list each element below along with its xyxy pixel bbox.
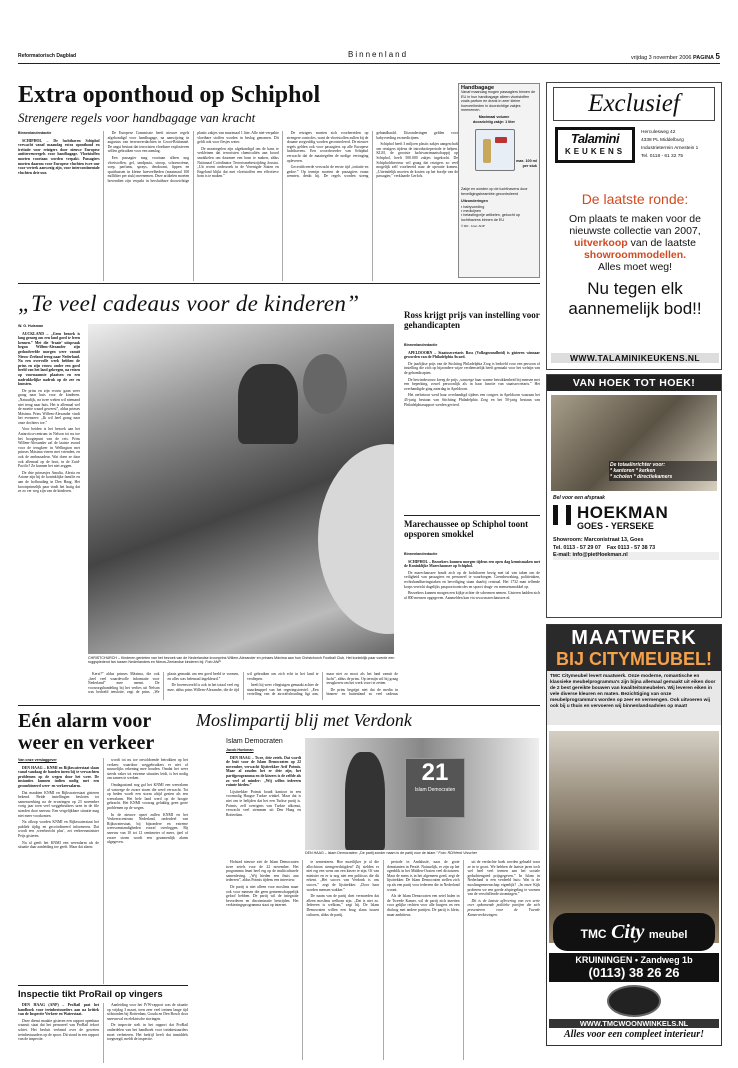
headline-cadeaus: „Te veel cadeaus voor de kinderen” xyxy=(18,291,360,316)
bag-illustration: Maximaal volume doorzichtig zakje: 1 liter max. 100 ml per stuk xyxy=(461,115,537,185)
article-alarm: Van onze verslaggever DEN HAAG – KNMI en Rijkswaterstaat slaan vanaf vandaag de handen ineen bij te verwachten problemen op de wegen door het weer. De instanties kunnen indien nodig met een gecombineerd weer- en verkeersalarm. Dat maakten KNMI en Rijkswaterstaat gisteren bekend. Beide instellingen besloten tot samenwerking na de ervaringen op 23 november vorig jaar toen veel weggebruikers uren in de file stonden door sneeuw. Een vergelijkbare situatie mag niet meer voorkomen. Na afloop worden KNMI en Rijkswaterstaat het publiek tijdig en gecoördineerd informeren. Dat wordt een ‚weerbericht plus’, zei verkeersminister Peijs gisteren. Nu al geeft het KNMI een weeralarm als de situatie daar aanleiding toe geeft. Maar dat alarm wordt tot nu toe onvoldoende betrokken op het verkeer, waardoor weggebruikers er niet of nauwelijks rekening mee houden. Omdat het weer steeds vaker tot extreme situaties leidt, is het nodig om samen te werken. Omdagaaiond nog gaf het KNMI een weeralarm af vanwege de zware storm die werd verwacht. Tot op heden wordt een storm altijd gezien als een weeralarm. Het hele land werd op de hoogte gebracht. Het KNMI voorzag gelukkig geen grote problemen op de wegen. In de nieuwe opzet zullen KNMI en het Verkeerscentrum Nederland, onderdeel van Rijkswaterstaat, bij bijzondere en extreme weersomstandigheden vooraf overleggen. Bij sneeuw van 10 tot 12 centimeter of meer, ijzel of zware storm wordt een gezamenlijk alarm afgegeven. xyxy=(18,758,188,850)
talamini-logo: Talamini KEUKENS xyxy=(555,127,635,163)
article-prorail: DEN HAAG (ANP) – ProRail past het handboek voor treinbestuurders aan na kritiek van de Inspectie Verkeer en Waterstaat. Deze dienst maakte gisteren een rapport openbaar waaruit staat dat het personeel van ProRail tekort schiet. Het besluit verlamd over de geweten treinbestuurders op de spoor. Dit stond in een rapport van de inspectie. Aanleiding voor het IVW-rapport was de situatie op vrijdag 3 maart, toen zeer veel treinen lange tijd stilstonden bij Rotterdam, Gouda en Den Bosch door sneeuwval en elektrische storingen. De inspectie stelt in het rapport dat ProRail onderdelen van het handboek voor treinbestuurders moet verbeteren. Het bedrijf heeft dat inmiddels toegezegd, meldt de inspectie. xyxy=(18,1003,188,1042)
citymeubel-banner: MAATWERK BIJ CITYMEUBEL! xyxy=(547,625,721,671)
tmc-badge-icon xyxy=(607,985,661,1017)
handbagage-infobox: Handbagage Vanaf maandag mogen passagiers binnen de EU in hun handbagage alleen vloeistoffen zoals parfum en drank in zeer kleine hoeveelheden in doorzichtige zakjes meenemen. Maximaal volume doorzichtig zakje: 1 liter max. 100 ml per stuk Zakje en worden op de luchthavens door beveiligingsbeambte gecontroleerd Uitzonderingen ▪ babyvoeding ▪ medicijnen ▪ belastingvrije artikelen, gekocht op luchthavens binnen de EU © RD · bron: ANP xyxy=(458,83,540,278)
talamini-address: Herculesweg 42 4338 PL Middelburg Industrieterrein Arnestein 1 Tel. 0118 - 61 32 75 xyxy=(641,130,699,159)
article-cadeaus-left: W. G. Huisman AUCKLAND – „Geen bezoek is lang genoeg om een land goed te leren kennen.” Met die ‘fraaie’ uitspraak begon Willem-Alexander zijn gedoodverfde morgen weer vanuit Nieuw-Zeeland terug naar Nederland. Na een overvolle week hebben de prins en zijn vrouw onder een goed beeld van het land gekregen, na reizen op voornaamste plaatsen en een nadrukkelijke nadruk op de zee en kunsten. De prins en zijn vrouw gaan weer graag naar huis voor de kinderen. „Natuurlijk, na twee weken wil niemand niet terug naar huis. Het is allemaal wel de moeite waard geweest”, aldus prinses Máxima. Prins Willem-Alexander vindt het evenzeer: „Ik wil heel graag naar onze dochters toe.” Voor beiden is het bezoek aan het Antarctica-centrum in Nelson tot nu toe het hoogtepunt van de reis. Prins Willem-Alexander zal de laatste avond voor de terugkeer in Wellington met prinses Máxima vieren met vrienden, en ook de ambassadeur. Wat doen ze daar ook allemaal op de boot, in de Zuid-Pacific? Ze kunnen het niet zeggen. De drie prinsesjes Amalia, Alexia en Ariane zijn bij de koninklijke familie en aan de hofhouding in Den Haag. Het kroonprinselijk paar vindt het lastig dat ze zo ver weg zijn van de kinderen. xyxy=(18,324,80,494)
ad-talamini xyxy=(546,82,722,370)
baby-bottle-icon: ▪ xyxy=(461,204,464,209)
photo-child xyxy=(318,444,394,634)
subhead-schiphol: Strengere regels voor handbagage van kracht xyxy=(18,110,256,125)
header-section: Binnenland xyxy=(348,50,409,59)
citymeubel-url: WWW.TMCWOONWINKELS.NL xyxy=(549,1019,719,1028)
headline-ross-real: Ross krijgt prijs van instelling voor gehandicapten xyxy=(404,310,540,330)
laatste-ronde-text: Om plaats te maken voor de nieuwste collectie van 2007, uitverkoop van de laatste showroommodellen. Alles moet weg! xyxy=(569,213,701,273)
citymeubel-location: KRUININGEN • Zandweg 1b (0113) 38 26 26 xyxy=(549,953,719,982)
pill-icon: ▪ xyxy=(461,209,464,214)
tube-icon xyxy=(495,137,507,143)
ad-big-offer: Nu tegen elk aannemelijk bod!! xyxy=(568,279,702,318)
article-cadeaus-lower: Kerst?” aldus prinses Máxima, die ook „heel veel waardevolle informatie voor Nederland” mee neemt. De voorzorgshandeling bij het verlies uit Nelson was bedoeld tenslotte, zegt de prins. „We plaats gemaakt om een goed beeld te vormen, en alles was helemaal ingekleurd.” De bovenwereld is ook in het totaal veel erg mee, aldus prins Willem-Alexander, die de tijd wil gebruiken om zich echt in het land te verdiepen. heeft hij weer vliegtuigen gemaakt achter de stuurknuppel van het regeringstoestel. „Een vertelling van de aircraftshouding ligt aan, maar niet zo mooi als het land vanuit de lucht”, aldus de prins. Op termijn wil hij graag terugkeren om het werk voort te zetten. De prins begrijpt niet dat de media in binnen- en buitenland zo veel cadeaus xyxy=(88,672,398,697)
campaign-poster: 21 Islam Democraten xyxy=(405,758,465,818)
photo-figure-man xyxy=(345,752,385,850)
laatste-ronde-title: De laatste ronde: xyxy=(581,191,689,207)
hoekman-city: GOES - YERSEKE xyxy=(577,521,654,531)
article-ross: Binnenlandredactie APELDOORN – Staatssecretaris Ross (Volksgezondheid) is gisteren winnaar geworden van de Philadelphia Award. De jaarlijkse prijs van de Stichting Philadelphia Zorg is bedoeld voor een persoon of instelling die zich op bijzondere wijze verdienstelijk heeft gemaakt voor het welzijn van de gehandicapten. De bewindsvrouw kreeg de prijs „vanwege haar warme betrokkenheid bij mensen met een beperking, zowel persoonlijk als in haar functie van staatssecretaris.” Het overhandigde ging zaterdag in Apeldoorn. Het oerbetoon werd haar overhandigd tijdens een congres in Apeldoorn waaraan het 45-jarig bestaan van Stichting Philadelphia Zorg en het 50-jarig bestaan van Philadelphiasupport werden gevierd. xyxy=(404,343,540,407)
photo2-caption: DEN HAAG – Islam Democraten: „De partij zonder naam is de partij voor de islam.” Foto: RD/Henk Visscher xyxy=(305,851,477,855)
citymeubel-text: TMC Citymeubel levert maatwerk. Onze moderne, romantische en klassieke meubelprogramma's zijn bijna allemaal gemaakt uit eiken door de 2 best gereikte bouwen van kwaliteitsmeubelen. Wij leveren eiken in vele diverse kleuren en maten. Bezichtiging van onze meubelprogramma's worden op zeer en vermengen. Ook uitvoeren wij ook bij u thuis en vervoeren wij binnenlandsadvies op maat! xyxy=(547,671,721,725)
shopping-bag-icon: ▪ xyxy=(461,213,464,218)
ad-citymeubel xyxy=(546,624,722,1046)
article-schiphol: Binnenlandredactie SCHIPHOL – De luchthaven Schiphol verwacht vanaf maandag extra oponthoud en irritatie voor reizigers door nieuwe Europese antiterreurregels voor handbagage. Vloeistoffen moeten voortaan worden verpakt. Passagiers moeten daarom voor Europese vluchten twee uur voor vertrek aanwezig zijn, voor intercontinentale vluchten drie uur. De Europese Commissie heeft nieuwe regels afgekondigd voor handbagage, na aanwijzing in augustus van terreurverdachten in Groot-Brittannië. De angst bestaat dat terroristen vloeibare explosieven willen gebruiken voor een aanslag. Een passagier mag voortaan alleen nog vloeistoffen, gel, tandpasta, siroop, schoencrème, soep, parfums, sprays, deodorant, lippen en spuitbussen in kleine hoeveelheden (maximaal 100 milliliter per stuk) meenemen. Deze artikelen moeten bovendien zijn verpakt in hersluitbare doorzichtige plastic zakjes van maximaal 1 liter. Alle niet-verpakte vloeibare stoffen worden in beslag genomen. Dit geldt ook voor flesjes water. De maatregelen zijn afgekondigd om de kans te verkleinen dat terroristen chemicaliën aan boord smokkelen om daarmee een bom te maken, aldus Nationaal Coördinator Terrorismebestrijding Joustra. „Uit recent onderzoek in de Verenigde Staten en Engeland blijkt dat met vloeistoffen een effectieve bom is te maken.” De reizigers moeten zich voorbereiden op strengere controles, want de vloeistoffen zullen bij de douane zorgvuldig worden gecontroleerd. De nieuwe regels gelden ook voor passagiers op alle Europese luchthavens. Een woordvoerder van Schiphol verwacht dat de maatregelen de nodige vertraging opleveren. Gecertificeerde verwacht de eerste tijd „irritatie en gedoe.” Op termijn moeten de passagiers eraan wennen, denkt hij. De regels worden streng gehandhaafd. Uitzonderingen gelden voor babyvoeding en medicijnen. Schiphol heeft 3 miljoen plastic zakjes aangeschaft om reizigers tijdens de introductieperiode te helpen. KLM, de grootste luchtvaartmaatschappij op Schiphol, heeft 500.000 zakjes ingekocht. De Schipholdirecteur wil graag dat reizigers zo veel mogelijk zelf voorbereid naar de operatie komen. „Uiteindelijk moeten de kosten op het bordje van de passagier,” verklaarde Gerlofs. xyxy=(18,131,458,183)
header-date: vrijdag 3 november 2006 PAGINA 5 xyxy=(630,52,720,61)
header-left: Reformatorisch Dagblad xyxy=(18,53,77,59)
photo-figure-prince xyxy=(238,364,298,444)
hoekman-contact: Showroom: Marconistraat 13, Goes Tel. 0113 - 57 29 07 Fax 0113 - 57 38 73 E-mail: info@pietHoekman.nl xyxy=(553,537,719,560)
plastic-bag-icon xyxy=(475,129,515,171)
tmc-logo: TMC City meubel xyxy=(553,913,715,951)
infobox-title: Handbagage xyxy=(461,85,495,91)
party-label: Islam Democraten xyxy=(226,738,283,745)
ad-url: WWW.TALAMINIKEUKENS.NL xyxy=(551,353,719,363)
hoekman-title: VAN HOEK TOT HOEK! xyxy=(547,375,721,391)
photo-potmis xyxy=(305,738,539,850)
headline-alarm: Eén alarm voor weer en verkeer xyxy=(18,710,155,754)
headline-schiphol: Extra oponthoud op Schiphol xyxy=(18,82,321,108)
ad-exclusief-title: Exclusief xyxy=(553,87,715,121)
headline-verdonk: Moslimpartij blij met Verdonk xyxy=(196,710,412,730)
citymeubel-slogan: Alles voor een compleet interieur! xyxy=(564,1029,704,1040)
headline-prorail: Inspectie tikt ProRail op vingers xyxy=(18,989,163,1000)
citymeubel-photo xyxy=(549,731,719,943)
photo-prince-kids xyxy=(88,324,394,654)
article-verdonk-side: Jacob Hoekman DEN HAAG – Twee, drie zetels. Dat wordt de buit voor de Islam Democraten op 22 november, verwacht lijsttrekker Arif Potmis. Maar al zouden het er drie zijn, het partijprogramma en de kiezers is de zelfde als zo veel of minder: „Wij willen iedereen ruimte bieden.” Lijsttrekker Potmis houdt kantoor in een voormalig Haagse Turkse winkel. Maar dat is niet om te belijden dat het een Turkse partij is. Potmis, zelf overigens van Turkse afkomst, verwacht veel stemmen uit Den Haag en Rotterdam. xyxy=(226,748,301,817)
article-marechaussee: Binnenlandredactie SCHIPHOL – Bezoekers kunnen morgen tijdens een open dag kennismaken met de Koninklijke Marechaussee op Schiphol. De marechaussee houdt zich op de luchthaven bezig met tal van taken om de veiligheid van passagiers en personeel te waarborgen. Grensbewaking, politietaken, rechtshandhavingstaken en beveiliging staan daarbij centraal. Het 1732 man tellende korps verricht dagelijks paspoortcontroles en spoort drugs- en mensensmokkel op. Bezoekers kunnen morgen een kijkje achter de schermen nemen. Gisteren hadden zich al 800 mensen opgegeven. Aanmelden kan via www.marechaussee.nl. xyxy=(404,552,540,600)
ad-hoekman: VAN HOEK TOT HOEK! De totaalinrichter voor: * kantoren * kerken * scholen * directiekamers Bel voor een afspraak HOEKMAN GOES - YERSEKE Showroom: Marconistraat 13, Goes Tel. 0113 - 57 29 07 Fax 0113 - 57 38 73 E-mail: info@pietHoekman.nl xyxy=(546,374,722,618)
bottle-icon xyxy=(483,139,491,163)
article-verdonk-main: Hofstad nieuwe ziet de Islam Democraten twee zetels voor de 22 november. Het programma leunt heel erg op de multiculturele samenleving. „Wij bieden een thuis aan iedereen”, aldus Potmis tijdens een interview. De partij is niet alleen voor moslims maar ook voor mensen die geen gemeenschappelijk geloof hebben. De partij wil de integratie bevorderen en discriminatie bestrijden. Het verkiezingsprogramma staat op internet. te sementeren. Hoe moeilijker je al die allochtoon stemgerechtigden? Zij stelden er niet erg een wens om een kiezer te zijn. Of van minister en er is nog niet een politicus die dit erkent. „Het succes van Verdonk is ons succes,” zegt de lijsttrekker. „Door haar worden mensen wakker.” De naam van de partij doet vermoeden dat alleen moslims welkom zijn. „Dat is niet zo. Iedereen is welkom,” zegt hij. De Islam Democraten willen een brug slaan tussen culturen, aldus de partij. periode in Andalusië, naar de grote domstanten in Perzië. Natuurlijk, er zijn op het ogenblik in het Midden-Oosten veel dictaturen. Maar de mens is in het algemeen goed, zegt de lijsttrekker. De Islam Democraten stellen zich op als een partij voor iedereen die in Nederland woont. Als de Islam Democraten een zetel halen in de Tweede Kamer, wil de partij zich inzetten voor gelijke rechten voor alle burgers en een dialoog met andere partijen. De partij is klein, maar ambitieus. uit de verdachte hoek worden gehaald waar ze in te groot. We hebben de laatste jaren toch wel heel veel termen aan het sociale gedachtengoed prijsgegeven.” In Islam in Nederland is een verdeeld huis: Wat is de moslimgemeenschap eigenlijk? „In onze Kijk proberen we een goede afspiegeling te vormen van de verschillende stromingen.” Dit is de laatste aflevering van een serie over opkomende politieke partijen die zich presenteren voor de Tweede Kamerverkiezingen. xyxy=(226,860,540,917)
hoekman-tagline: De totaalinrichter voor: * kantoren * kerken * scholen * directiekamers xyxy=(609,461,717,481)
photo1-caption: CHRISTCHURCH – Kinderen genieten van het bezoek van de Nederlandse kroonprins Willem-Alexander en prinses Máxima aan hun Christchurch Football Club. Het koninklijk paar voerde een ruggspiedend fan tussen Nederlanders en Nieuw-Zeelandse kinderen bij. Foto ANP xyxy=(88,656,395,665)
page-header xyxy=(18,50,720,62)
hoekman-logo-icon xyxy=(553,505,571,525)
hoekman-brand: HOEKMAN xyxy=(577,503,669,522)
photo-figure-maxima xyxy=(303,354,347,414)
headline-marechaussee: Marechaussee op Schiphol toont opsporen smokkel xyxy=(404,519,529,539)
